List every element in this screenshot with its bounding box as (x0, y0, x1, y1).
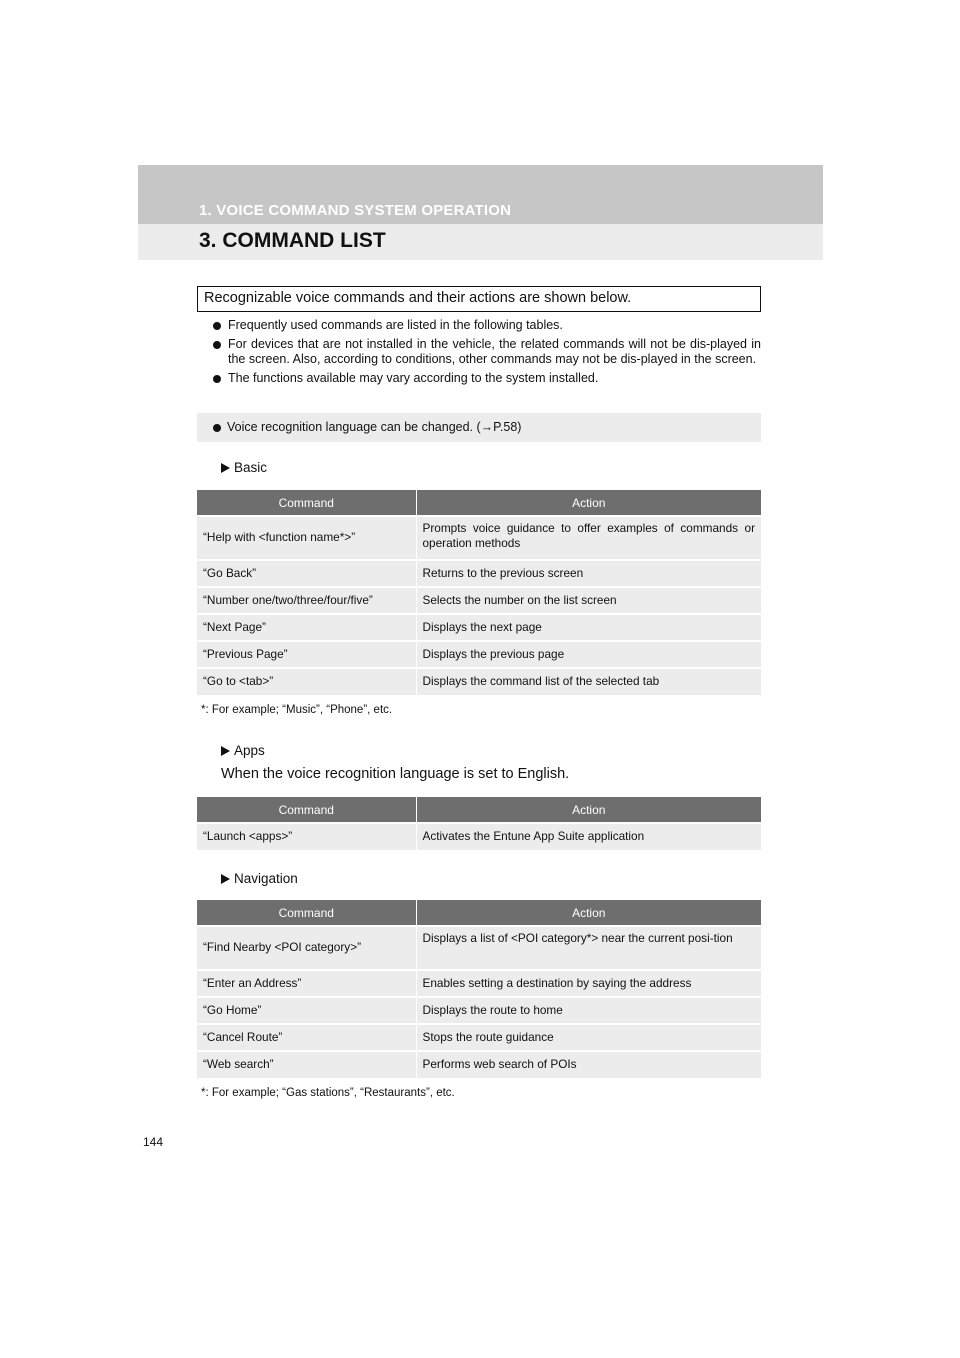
command-cell: “Go Back” (197, 560, 416, 587)
column-header-action: Action (416, 490, 761, 516)
bullet-dot-icon (213, 375, 221, 383)
section-title: 3. COMMAND LIST (199, 229, 386, 252)
table-row (197, 560, 761, 587)
command-cell: “Web search” (197, 1051, 416, 1078)
table-row (197, 614, 761, 641)
page-number: 144 (143, 1135, 164, 1149)
action-cell: Displays a list of <POI category*> near the current posi-tion (416, 926, 761, 970)
column-header-command: Command (197, 490, 416, 516)
triangle-right-icon (221, 463, 230, 473)
navigation-heading-text: Navigation (234, 871, 298, 886)
table-row (197, 926, 761, 970)
basic-heading (221, 460, 267, 475)
column-header-action: Action (416, 900, 761, 926)
bullet-text: Frequently used commands are listed in the following tables. (228, 318, 563, 332)
bullet-text: The functions available may vary according to the system installed. (228, 370, 599, 385)
table-row (197, 1051, 761, 1078)
command-cell: “Number one/two/three/four/five” (197, 587, 416, 614)
table-row (197, 823, 761, 850)
column-header-action: Action (416, 797, 761, 823)
command-cell: “Enter an Address” (197, 970, 416, 997)
apps-heading (221, 743, 265, 758)
bullet-item (213, 371, 761, 387)
note-box (197, 413, 761, 442)
command-cell: “Go Home” (197, 997, 416, 1024)
table-header-row (197, 797, 761, 823)
action-cell: Performs web search of POIs (416, 1051, 761, 1078)
table-row (197, 516, 761, 560)
table-row (197, 970, 761, 997)
table-row (197, 997, 761, 1024)
action-cell: Returns to the previous screen (416, 560, 761, 587)
command-cell: “Find Nearby <POI category>” (197, 926, 416, 970)
apps-heading-text: Apps (234, 743, 265, 758)
command-cell: “Cancel Route” (197, 1024, 416, 1051)
intro-box: Recognizable voice commands and their actions are shown below. (197, 286, 761, 312)
apps-command-table (197, 797, 761, 850)
action-cell: Enables setting a destination by saying the address (416, 970, 761, 997)
command-cell: “Next Page” (197, 614, 416, 641)
action-cell: Activates the Entune App Suite application (416, 823, 761, 850)
column-header-command: Command (197, 797, 416, 823)
triangle-right-icon (221, 746, 230, 756)
column-header-command: Command (197, 900, 416, 926)
action-cell: Displays the next page (416, 614, 761, 641)
command-cell: “Previous Page” (197, 641, 416, 668)
navigation-heading (221, 871, 298, 886)
bullet-list (213, 318, 761, 389)
chapter-title: 1. VOICE COMMAND SYSTEM OPERATION (199, 202, 512, 219)
bullet-dot-icon (213, 341, 221, 349)
command-cell: “Go to <tab>” (197, 668, 416, 695)
table-row (197, 1024, 761, 1051)
basic-heading-text: Basic (234, 460, 268, 475)
table-row (197, 668, 761, 695)
bullet-text: For devices that are not installed in the vehicle, the related commands will not be dis-played in the screen. Also, according to conditions, other commands may not be dis-played in the screen. (228, 336, 761, 366)
bullet-item (213, 318, 761, 334)
bullet-item (213, 337, 761, 368)
action-cell: Displays the command list of the selected tab (416, 668, 761, 695)
action-cell: Selects the number on the list screen (416, 587, 761, 614)
note-text: Voice recognition language can be changed. (→P.58) (227, 420, 522, 434)
basic-command-table (197, 490, 761, 695)
action-cell: Prompts voice guidance to offer examples of commands or operation methods (416, 516, 761, 560)
bullet-dot-icon (213, 322, 221, 330)
action-cell: Displays the previous page (416, 641, 761, 668)
triangle-right-icon (221, 874, 230, 884)
apps-description: When the voice recognition language is set to English. (221, 766, 570, 782)
action-cell: Stops the route guidance (416, 1024, 761, 1051)
navigation-command-table (197, 900, 761, 1078)
basic-footnote: *: For example; “Music”, “Phone”, etc. (201, 704, 393, 716)
table-header-row (197, 900, 761, 926)
table-header-row (197, 490, 761, 516)
bullet-dot-icon (213, 424, 221, 432)
action-cell: Displays the route to home (416, 997, 761, 1024)
navigation-footnote: *: For example; “Gas stations”, “Restaurants”, etc. (201, 1087, 455, 1099)
table-row (197, 587, 761, 614)
table-row (197, 641, 761, 668)
command-cell: “Launch <apps>” (197, 823, 416, 850)
command-cell: “Help with <function name*>” (197, 516, 416, 560)
